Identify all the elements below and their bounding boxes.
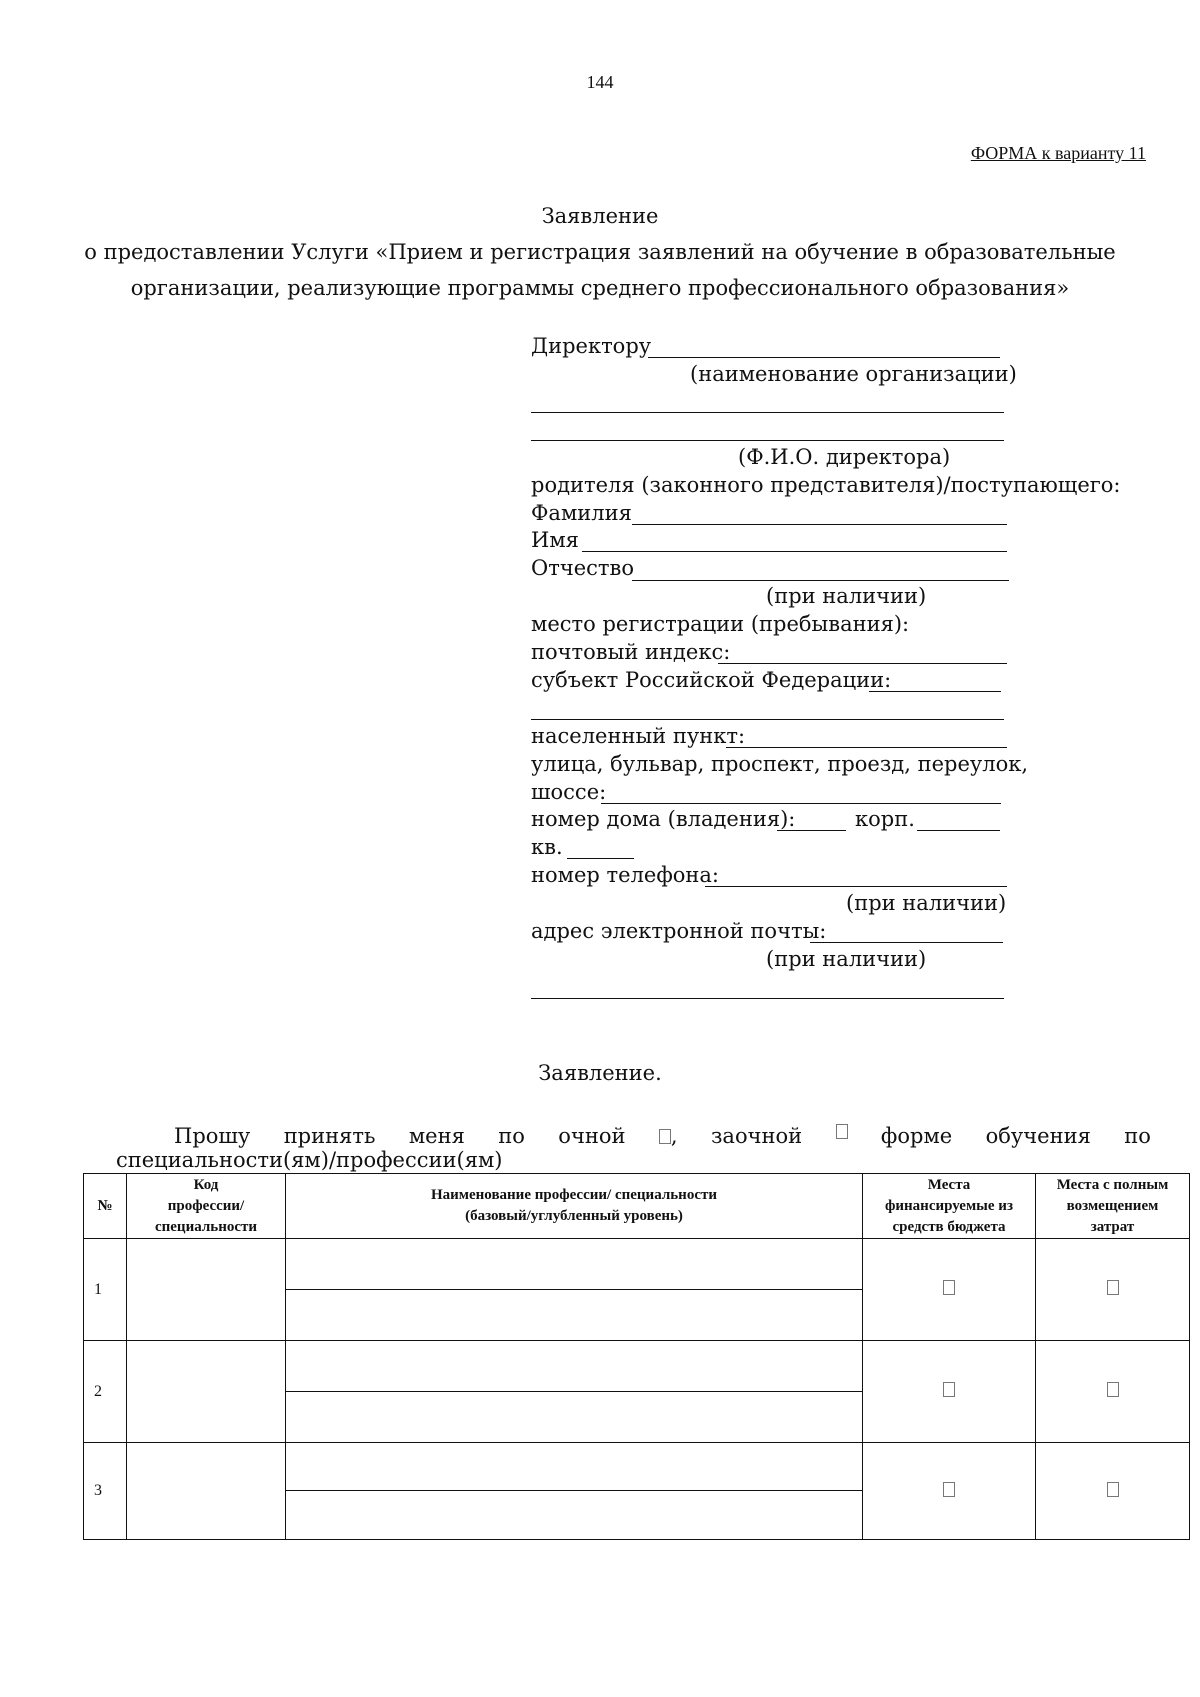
paid-cell xyxy=(1036,1443,1190,1540)
request-word-7: обучения xyxy=(985,1124,1091,1148)
header-paid: Места с полным возмещением затрат xyxy=(1036,1174,1190,1239)
specialty-table xyxy=(83,1173,1190,1540)
name-field-2[interactable] xyxy=(286,1290,862,1341)
request-line xyxy=(174,1124,1151,1148)
table-row xyxy=(84,1239,1190,1341)
request-word-6: форме xyxy=(880,1124,953,1148)
paid-checkbox[interactable] xyxy=(1107,1482,1119,1497)
paid-checkbox[interactable] xyxy=(1107,1280,1119,1295)
registration-label: место регистрации (пребывания): xyxy=(531,612,910,636)
request-word-1: Прошу xyxy=(174,1124,251,1148)
extramural-label: заочной xyxy=(710,1124,803,1148)
first-name-label: Имя xyxy=(531,528,579,552)
email-field[interactable] xyxy=(810,942,1003,943)
name-field-1[interactable] xyxy=(286,1341,862,1392)
postcode-label: почтовый индекс: xyxy=(531,640,731,664)
paid-cell xyxy=(1036,1341,1190,1443)
document-subtitle-line-1: о предоставлении Услуги «Прием и регистрация заявлений на обучение в образовательные xyxy=(84,240,1116,264)
phone-label: номер телефона: xyxy=(531,863,720,887)
director-org-field[interactable] xyxy=(648,357,1000,358)
director-name-hint: (Ф.И.О. директора) xyxy=(738,445,951,469)
extramural-checkbox[interactable] xyxy=(836,1124,848,1139)
budget-cell xyxy=(863,1239,1036,1341)
fulltime-option: , xyxy=(659,1124,678,1148)
name-field-2[interactable] xyxy=(286,1392,862,1443)
document-title: Заявление xyxy=(541,204,659,228)
table-row xyxy=(84,1341,1190,1443)
code-cell[interactable] xyxy=(127,1443,286,1540)
table-header-row xyxy=(84,1174,1190,1239)
region-label: субъект Российской Федерации: xyxy=(531,668,892,692)
document-subtitle-line-2: организации, реализующие программы среднего профессионального образования» xyxy=(130,276,1070,300)
form-label: ФОРМА к варианту 11 xyxy=(970,143,1146,163)
locality-field[interactable] xyxy=(726,747,1007,748)
org-name-hint: (наименование организации) xyxy=(690,362,1017,386)
apartment-label: кв. xyxy=(531,835,563,859)
budget-checkbox[interactable] xyxy=(943,1382,955,1397)
street-label: улица, бульвар, проспект, проезд, переулок, xyxy=(531,752,1029,776)
director-org-field-2[interactable] xyxy=(531,412,1004,413)
row-number: 1 xyxy=(84,1239,127,1341)
statement-title: Заявление. xyxy=(538,1061,662,1085)
name-cell xyxy=(286,1239,863,1341)
parent-label: родителя (законного представителя)/поступающего: xyxy=(531,473,1121,497)
locality-label: населенный пункт: xyxy=(531,724,746,748)
code-cell[interactable] xyxy=(127,1239,286,1341)
row-number: 3 xyxy=(84,1443,127,1540)
page-number: 144 xyxy=(586,72,614,92)
phone-field[interactable] xyxy=(705,886,1007,887)
code-cell[interactable] xyxy=(127,1341,286,1443)
header-name: Наименование профессии/ специальности (базовый/углубленный уровень) xyxy=(286,1174,863,1239)
postcode-field[interactable] xyxy=(718,663,1007,664)
request-word-5: очной xyxy=(558,1124,626,1148)
budget-checkbox[interactable] xyxy=(943,1482,955,1497)
building-label: корп. xyxy=(855,807,915,831)
surname-field[interactable] xyxy=(632,524,1007,525)
email-label: адрес электронной почты: xyxy=(531,919,827,943)
header-num: № xyxy=(84,1174,127,1239)
budget-cell xyxy=(863,1443,1036,1540)
region-field-2[interactable] xyxy=(531,719,1004,720)
email-hint: (при наличии) xyxy=(766,947,927,971)
patronymic-hint: (при наличии) xyxy=(766,584,927,608)
request-word-2: принять xyxy=(283,1124,376,1148)
budget-cell xyxy=(863,1341,1036,1443)
name-field-1[interactable] xyxy=(286,1239,862,1290)
budget-checkbox[interactable] xyxy=(943,1280,955,1295)
table-row xyxy=(84,1443,1190,1540)
header-budget: Места финансируемые из средств бюджета xyxy=(863,1174,1036,1239)
patronymic-field[interactable] xyxy=(632,580,1009,581)
request-word-4: по xyxy=(498,1124,525,1148)
surname-label: Фамилия xyxy=(531,501,632,525)
director-name-field[interactable] xyxy=(531,440,1004,441)
row-number: 2 xyxy=(84,1341,127,1443)
apartment-field[interactable] xyxy=(567,858,634,859)
fulltime-checkbox[interactable] xyxy=(659,1129,671,1144)
name-field-2[interactable] xyxy=(286,1491,862,1539)
paid-cell xyxy=(1036,1239,1190,1341)
request-word-3: меня xyxy=(408,1124,465,1148)
name-field-1[interactable] xyxy=(286,1443,862,1491)
paid-checkbox[interactable] xyxy=(1107,1382,1119,1397)
house-field[interactable] xyxy=(777,830,846,831)
request-word-8: по xyxy=(1124,1124,1151,1148)
region-field[interactable] xyxy=(869,691,1001,692)
header-code: Код профессии/ специальности xyxy=(127,1174,286,1239)
house-label: номер дома (владения): xyxy=(531,807,796,831)
name-cell xyxy=(286,1443,863,1540)
email-field-2[interactable] xyxy=(531,998,1004,999)
director-label: Директору xyxy=(531,334,652,358)
building-field[interactable] xyxy=(917,830,1000,831)
phone-hint: (при наличии) xyxy=(846,891,1007,915)
first-name-field[interactable] xyxy=(582,551,1007,552)
highway-label: шоссе: xyxy=(531,780,607,804)
street-field[interactable] xyxy=(601,803,1001,804)
name-cell xyxy=(286,1341,863,1443)
request-line-2: специальности(ям)/профессии(ям) xyxy=(116,1148,503,1172)
patronymic-label: Отчество xyxy=(531,556,634,580)
